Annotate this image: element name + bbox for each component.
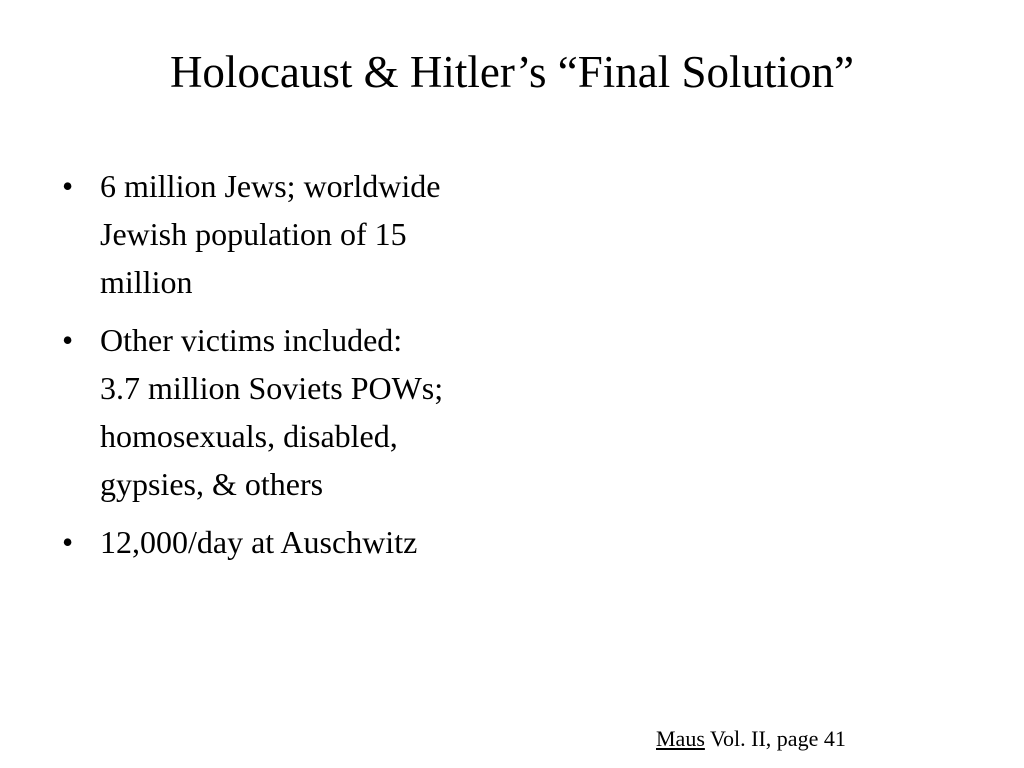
bullet-line: 6 million Jews; worldwide [100,168,441,204]
slide-title: Holocaust & Hitler’s “Final Solution” [169,47,855,97]
bullet-icon: • [62,322,74,358]
bullet-icon: • [62,524,74,560]
bullet-item-auschwitz [62,518,542,566]
bullet-line: million [100,264,193,300]
source-detail: Vol. II, page 41 [704,726,846,751]
bullet-line: Jewish population of 15 [100,216,407,252]
bullet-line: gypsies, & others [100,466,324,502]
bullet-item-other-victims [62,316,542,508]
bullet-list [62,162,542,576]
source-citation [656,724,846,754]
bullet-icon: • [62,168,74,204]
source-book-title: Maus [656,726,705,751]
bullet-line: homosexuals, disabled, [100,418,398,454]
bullet-item-jews [62,162,542,306]
bullet-line: 12,000/day at Auschwitz [100,524,418,560]
bullet-line: 3.7 million Soviets POWs; [100,370,444,406]
bullet-line: Other victims included: [100,322,403,358]
